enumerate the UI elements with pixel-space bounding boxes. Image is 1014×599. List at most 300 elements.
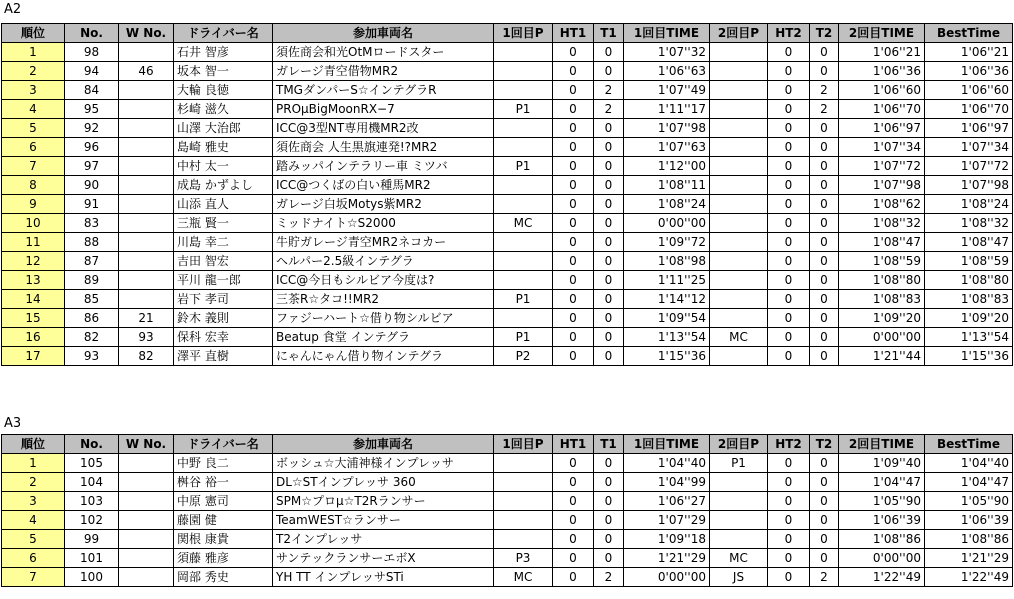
- second-time-cell: 1'08''32: [839, 214, 925, 233]
- ht1-cell: 0: [553, 454, 594, 473]
- first-penalty-cell: [494, 233, 553, 252]
- ht1-cell: 0: [553, 290, 594, 309]
- driver-name-cell: 須藤 雅彦: [174, 549, 273, 568]
- w-number-cell: [119, 492, 174, 511]
- rank-cell: 1: [2, 43, 65, 62]
- car-number-cell: 105: [65, 454, 119, 473]
- ht2-cell: 0: [768, 252, 810, 271]
- vehicle-name-cell: PROμBigMoonRX−7: [273, 100, 494, 119]
- driver-name-cell: 吉田 智宏: [174, 252, 273, 271]
- first-time-cell: 1'07''49: [624, 81, 710, 100]
- t1-cell: 0: [594, 214, 624, 233]
- w-number-cell: [119, 81, 174, 100]
- column-header-second-time: 2回目TIME: [839, 24, 925, 43]
- w-number-cell: [119, 473, 174, 492]
- t1-cell: 0: [594, 454, 624, 473]
- t2-cell: 0: [810, 271, 839, 290]
- section-title-a3: A3: [4, 416, 22, 431]
- table-row: [2, 549, 1013, 568]
- vehicle-name-cell: ICC@3型NT専用機MR2改: [273, 119, 494, 138]
- table-header-row: [2, 24, 1013, 43]
- ht2-cell: 0: [768, 214, 810, 233]
- t1-cell: 0: [594, 492, 624, 511]
- table-row: [2, 119, 1013, 138]
- column-header-best-time: BestTime: [925, 24, 1013, 43]
- ht1-cell: 0: [553, 568, 594, 587]
- first-penalty-cell: MC: [494, 214, 553, 233]
- t1-cell: 0: [594, 138, 624, 157]
- vehicle-name-cell: ファジーハート☆借り物シルビア: [273, 309, 494, 328]
- car-number-cell: 91: [65, 195, 119, 214]
- best-time-cell: 1'07''72: [925, 157, 1013, 176]
- w-number-cell: [119, 157, 174, 176]
- rank-cell: 7: [2, 157, 65, 176]
- ht1-cell: 0: [553, 511, 594, 530]
- best-time-cell: 1'08''32: [925, 214, 1013, 233]
- ht1-cell: 0: [553, 176, 594, 195]
- vehicle-name-cell: ICC@今日もシルビア今度は?: [273, 271, 494, 290]
- second-penalty-cell: [710, 100, 768, 119]
- table-row: [2, 252, 1013, 271]
- rank-cell: 3: [2, 492, 65, 511]
- w-number-cell: [119, 530, 174, 549]
- car-number-cell: 87: [65, 252, 119, 271]
- results-table-a2: [1, 23, 1013, 366]
- first-time-cell: 1'11''17: [624, 100, 710, 119]
- best-time-cell: 1'04''47: [925, 473, 1013, 492]
- best-time-cell: 1'08''80: [925, 271, 1013, 290]
- second-penalty-cell: [710, 138, 768, 157]
- rank-cell: 2: [2, 473, 65, 492]
- driver-name-cell: 岡部 秀史: [174, 568, 273, 587]
- car-number-cell: 100: [65, 568, 119, 587]
- second-penalty-cell: [710, 309, 768, 328]
- t1-cell: 0: [594, 549, 624, 568]
- first-time-cell: 1'07''32: [624, 43, 710, 62]
- vehicle-name-cell: ボッシュ☆大浦神様インプレッサ: [273, 454, 494, 473]
- vehicle-name-cell: YH TT インプレッサSTi: [273, 568, 494, 587]
- vehicle-name-cell: ICC@つくばの白い種馬MR2: [273, 176, 494, 195]
- rank-cell: 9: [2, 195, 65, 214]
- table-row: [2, 454, 1013, 473]
- first-time-cell: 1'13''54: [624, 328, 710, 347]
- section-title-a2: A2: [4, 2, 22, 17]
- second-penalty-cell: [710, 290, 768, 309]
- w-number-cell: 21: [119, 309, 174, 328]
- second-penalty-cell: [710, 195, 768, 214]
- ht2-cell: 0: [768, 43, 810, 62]
- first-time-cell: 1'08''11: [624, 176, 710, 195]
- table-row: [2, 309, 1013, 328]
- second-penalty-cell: [710, 271, 768, 290]
- first-time-cell: 1'04''99: [624, 473, 710, 492]
- best-time-cell: 1'08''86: [925, 530, 1013, 549]
- t1-cell: 0: [594, 43, 624, 62]
- ht2-cell: 0: [768, 328, 810, 347]
- rank-cell: 12: [2, 252, 65, 271]
- second-time-cell: 1'05''90: [839, 492, 925, 511]
- best-time-cell: 1'22''49: [925, 568, 1013, 587]
- t1-cell: 2: [594, 81, 624, 100]
- second-time-cell: 1'21''44: [839, 347, 925, 366]
- t1-cell: 0: [594, 347, 624, 366]
- column-header-w-number: W No.: [119, 24, 174, 43]
- driver-name-cell: 山添 直人: [174, 195, 273, 214]
- second-time-cell: 1'09''20: [839, 309, 925, 328]
- table-row: [2, 157, 1013, 176]
- t1-cell: 0: [594, 271, 624, 290]
- ht2-cell: 0: [768, 347, 810, 366]
- t2-cell: 0: [810, 549, 839, 568]
- t2-cell: 0: [810, 138, 839, 157]
- first-time-cell: 1'08''98: [624, 252, 710, 271]
- w-number-cell: [119, 252, 174, 271]
- first-penalty-cell: [494, 492, 553, 511]
- w-number-cell: [119, 138, 174, 157]
- first-time-cell: 1'14''12: [624, 290, 710, 309]
- second-penalty-cell: JS: [710, 568, 768, 587]
- second-time-cell: 1'07''98: [839, 176, 925, 195]
- first-penalty-cell: P1: [494, 100, 553, 119]
- first-time-cell: 1'21''29: [624, 549, 710, 568]
- t1-cell: 0: [594, 119, 624, 138]
- ht1-cell: 0: [553, 43, 594, 62]
- rank-cell: 3: [2, 81, 65, 100]
- first-penalty-cell: [494, 454, 553, 473]
- second-time-cell: 1'07''72: [839, 157, 925, 176]
- w-number-cell: [119, 100, 174, 119]
- best-time-cell: 1'08''24: [925, 195, 1013, 214]
- vehicle-name-cell: TMGダンパーS☆インテグラR: [273, 81, 494, 100]
- rank-cell: 15: [2, 309, 65, 328]
- best-time-cell: 1'06''70: [925, 100, 1013, 119]
- first-penalty-cell: [494, 43, 553, 62]
- t2-cell: 0: [810, 252, 839, 271]
- ht1-cell: 0: [553, 252, 594, 271]
- driver-name-cell: 中野 良二: [174, 454, 273, 473]
- column-header-driver-name: ドライバー名: [174, 435, 273, 454]
- second-penalty-cell: [710, 530, 768, 549]
- second-penalty-cell: [710, 81, 768, 100]
- vehicle-name-cell: ガレージ青空借物MR2: [273, 62, 494, 81]
- first-penalty-cell: [494, 81, 553, 100]
- rank-cell: 16: [2, 328, 65, 347]
- car-number-cell: 86: [65, 309, 119, 328]
- t2-cell: 0: [810, 473, 839, 492]
- column-header-first-penalty: 1回目P: [494, 435, 553, 454]
- w-number-cell: [119, 454, 174, 473]
- vehicle-name-cell: 須佐商会 人生黒旗連発!?MR2: [273, 138, 494, 157]
- car-number-cell: 85: [65, 290, 119, 309]
- first-penalty-cell: [494, 511, 553, 530]
- first-penalty-cell: [494, 119, 553, 138]
- t2-cell: 0: [810, 511, 839, 530]
- driver-name-cell: 平川 龍一郎: [174, 271, 273, 290]
- second-time-cell: 1'06''39: [839, 511, 925, 530]
- vehicle-name-cell: 踏みッパインテラリー車 ミツバ: [273, 157, 494, 176]
- t2-cell: 0: [810, 119, 839, 138]
- ht1-cell: 0: [553, 119, 594, 138]
- column-header-driver-name: ドライバー名: [174, 24, 273, 43]
- t1-cell: 0: [594, 195, 624, 214]
- second-time-cell: 1'22''49: [839, 568, 925, 587]
- column-header-w-number: W No.: [119, 435, 174, 454]
- column-header-ht1: HT1: [553, 24, 594, 43]
- best-time-cell: 1'08''47: [925, 233, 1013, 252]
- vehicle-name-cell: DL☆STインプレッサ 360: [273, 473, 494, 492]
- best-time-cell: 1'06''97: [925, 119, 1013, 138]
- second-time-cell: 1'06''36: [839, 62, 925, 81]
- second-time-cell: 1'08''83: [839, 290, 925, 309]
- driver-name-cell: 三瓶 賢一: [174, 214, 273, 233]
- ht1-cell: 0: [553, 347, 594, 366]
- first-penalty-cell: [494, 252, 553, 271]
- second-penalty-cell: [710, 492, 768, 511]
- car-number-cell: 104: [65, 473, 119, 492]
- car-number-cell: 96: [65, 138, 119, 157]
- ht1-cell: 0: [553, 309, 594, 328]
- car-number-cell: 94: [65, 62, 119, 81]
- second-time-cell: 1'08''86: [839, 530, 925, 549]
- table-row: [2, 347, 1013, 366]
- car-number-cell: 95: [65, 100, 119, 119]
- table-row: [2, 62, 1013, 81]
- first-time-cell: 1'11''25: [624, 271, 710, 290]
- t1-cell: 0: [594, 290, 624, 309]
- car-number-cell: 98: [65, 43, 119, 62]
- best-time-cell: 1'04''40: [925, 454, 1013, 473]
- driver-name-cell: 大輪 良徳: [174, 81, 273, 100]
- table-row: [2, 271, 1013, 290]
- first-penalty-cell: P1: [494, 328, 553, 347]
- ht1-cell: 0: [553, 214, 594, 233]
- driver-name-cell: 中原 憲司: [174, 492, 273, 511]
- ht2-cell: 0: [768, 492, 810, 511]
- best-time-cell: 1'09''20: [925, 309, 1013, 328]
- table-row: [2, 100, 1013, 119]
- rank-cell: 8: [2, 176, 65, 195]
- column-header-second-time: 2回目TIME: [839, 435, 925, 454]
- driver-name-cell: 島崎 雅史: [174, 138, 273, 157]
- ht2-cell: 0: [768, 549, 810, 568]
- t1-cell: 0: [594, 252, 624, 271]
- ht2-cell: 0: [768, 100, 810, 119]
- best-time-cell: 1'15''36: [925, 347, 1013, 366]
- rank-cell: 1: [2, 454, 65, 473]
- rank-cell: 6: [2, 138, 65, 157]
- car-number-cell: 88: [65, 233, 119, 252]
- column-header-first-time: 1回目TIME: [624, 435, 710, 454]
- t2-cell: 0: [810, 347, 839, 366]
- t2-cell: 0: [810, 309, 839, 328]
- first-penalty-cell: [494, 309, 553, 328]
- car-number-cell: 83: [65, 214, 119, 233]
- first-time-cell: 1'15''36: [624, 347, 710, 366]
- second-penalty-cell: MC: [710, 549, 768, 568]
- driver-name-cell: 成島 かずよし: [174, 176, 273, 195]
- w-number-cell: [119, 233, 174, 252]
- second-penalty-cell: [710, 473, 768, 492]
- ht2-cell: 0: [768, 62, 810, 81]
- t2-cell: 0: [810, 176, 839, 195]
- rank-cell: 4: [2, 100, 65, 119]
- driver-name-cell: 関根 康貴: [174, 530, 273, 549]
- ht1-cell: 0: [553, 549, 594, 568]
- car-number-cell: 92: [65, 119, 119, 138]
- t1-cell: 0: [594, 176, 624, 195]
- column-header-vehicle-name: 参加車両名: [273, 435, 494, 454]
- best-time-cell: 1'07''98: [925, 176, 1013, 195]
- best-time-cell: 1'13''54: [925, 328, 1013, 347]
- table-row: [2, 511, 1013, 530]
- second-penalty-cell: [710, 214, 768, 233]
- table-row: [2, 568, 1013, 587]
- first-penalty-cell: P2: [494, 347, 553, 366]
- table-row: [2, 195, 1013, 214]
- car-number-cell: 82: [65, 328, 119, 347]
- rank-cell: 7: [2, 568, 65, 587]
- ht1-cell: 0: [553, 81, 594, 100]
- column-header-first-penalty: 1回目P: [494, 24, 553, 43]
- t2-cell: 0: [810, 214, 839, 233]
- ht2-cell: 0: [768, 176, 810, 195]
- first-time-cell: 1'06''27: [624, 492, 710, 511]
- w-number-cell: [119, 43, 174, 62]
- vehicle-name-cell: にゃんにゃん借り物インテグラ: [273, 347, 494, 366]
- ht1-cell: 0: [553, 233, 594, 252]
- driver-name-cell: 杉崎 滋久: [174, 100, 273, 119]
- second-time-cell: 1'08''59: [839, 252, 925, 271]
- second-time-cell: 1'08''80: [839, 271, 925, 290]
- first-penalty-cell: P3: [494, 549, 553, 568]
- best-time-cell: 1'07''34: [925, 138, 1013, 157]
- ht2-cell: 0: [768, 233, 810, 252]
- t1-cell: 0: [594, 473, 624, 492]
- first-penalty-cell: MC: [494, 568, 553, 587]
- table-row: [2, 290, 1013, 309]
- column-header-t1: T1: [594, 24, 624, 43]
- table-row: [2, 530, 1013, 549]
- first-time-cell: 1'07''98: [624, 119, 710, 138]
- t2-cell: 0: [810, 43, 839, 62]
- driver-name-cell: 川島 幸二: [174, 233, 273, 252]
- vehicle-name-cell: SPM☆プロμ☆T2Rランサー: [273, 492, 494, 511]
- first-penalty-cell: [494, 138, 553, 157]
- t2-cell: 0: [810, 492, 839, 511]
- second-time-cell: 1'04''47: [839, 473, 925, 492]
- t1-cell: 2: [594, 568, 624, 587]
- second-time-cell: 1'07''34: [839, 138, 925, 157]
- column-header-car-number: No.: [65, 435, 119, 454]
- table-row: [2, 43, 1013, 62]
- rank-cell: 5: [2, 119, 65, 138]
- rank-cell: 6: [2, 549, 65, 568]
- vehicle-name-cell: T2インプレッサ: [273, 530, 494, 549]
- second-time-cell: 0'00''00: [839, 549, 925, 568]
- t1-cell: 2: [594, 100, 624, 119]
- w-number-cell: 46: [119, 62, 174, 81]
- ht1-cell: 0: [553, 271, 594, 290]
- second-time-cell: 1'06''21: [839, 43, 925, 62]
- t2-cell: 0: [810, 328, 839, 347]
- vehicle-name-cell: TeamWEST☆ランサー: [273, 511, 494, 530]
- second-penalty-cell: [710, 347, 768, 366]
- rank-cell: 11: [2, 233, 65, 252]
- w-number-cell: 93: [119, 328, 174, 347]
- driver-name-cell: 岩下 孝司: [174, 290, 273, 309]
- second-penalty-cell: [710, 511, 768, 530]
- column-header-t2: T2: [810, 435, 839, 454]
- ht2-cell: 0: [768, 138, 810, 157]
- second-time-cell: 1'06''97: [839, 119, 925, 138]
- t2-cell: 0: [810, 454, 839, 473]
- second-time-cell: 1'06''70: [839, 100, 925, 119]
- car-number-cell: 102: [65, 511, 119, 530]
- second-time-cell: 0'00''00: [839, 328, 925, 347]
- t1-cell: 0: [594, 309, 624, 328]
- vehicle-name-cell: ガレージ白坂Motys紫MR2: [273, 195, 494, 214]
- best-time-cell: 1'06''21: [925, 43, 1013, 62]
- column-header-ht2: HT2: [768, 435, 810, 454]
- ht1-cell: 0: [553, 138, 594, 157]
- column-header-best-time: BestTime: [925, 435, 1013, 454]
- t1-cell: 0: [594, 233, 624, 252]
- second-penalty-cell: [710, 62, 768, 81]
- car-number-cell: 97: [65, 157, 119, 176]
- first-penalty-cell: [494, 530, 553, 549]
- t2-cell: 0: [810, 530, 839, 549]
- driver-name-cell: 保科 宏幸: [174, 328, 273, 347]
- t2-cell: 0: [810, 195, 839, 214]
- vehicle-name-cell: Beatup 食堂 インテグラ: [273, 328, 494, 347]
- w-number-cell: 82: [119, 347, 174, 366]
- column-header-t1: T1: [594, 435, 624, 454]
- second-penalty-cell: [710, 119, 768, 138]
- t2-cell: 2: [810, 568, 839, 587]
- ht1-cell: 0: [553, 328, 594, 347]
- ht1-cell: 0: [553, 100, 594, 119]
- second-time-cell: 1'08''47: [839, 233, 925, 252]
- second-penalty-cell: [710, 157, 768, 176]
- vehicle-name-cell: 須佐商会和光OtMロードスター: [273, 43, 494, 62]
- t1-cell: 0: [594, 62, 624, 81]
- second-penalty-cell: [710, 252, 768, 271]
- ht2-cell: 0: [768, 568, 810, 587]
- column-header-rank: 順位: [2, 24, 65, 43]
- ht2-cell: 0: [768, 119, 810, 138]
- rank-cell: 5: [2, 530, 65, 549]
- first-time-cell: 1'08''24: [624, 195, 710, 214]
- rank-cell: 14: [2, 290, 65, 309]
- rank-cell: 4: [2, 511, 65, 530]
- column-header-ht2: HT2: [768, 24, 810, 43]
- column-header-first-time: 1回目TIME: [624, 24, 710, 43]
- table-row: [2, 328, 1013, 347]
- best-time-cell: 1'08''83: [925, 290, 1013, 309]
- w-number-cell: [119, 568, 174, 587]
- ht2-cell: 0: [768, 290, 810, 309]
- t1-cell: 0: [594, 511, 624, 530]
- second-penalty-cell: MC: [710, 328, 768, 347]
- first-time-cell: 1'09''72: [624, 233, 710, 252]
- driver-name-cell: 中村 太一: [174, 157, 273, 176]
- w-number-cell: [119, 195, 174, 214]
- first-time-cell: 1'12''00: [624, 157, 710, 176]
- ht1-cell: 0: [553, 62, 594, 81]
- driver-name-cell: 石井 智彦: [174, 43, 273, 62]
- second-time-cell: 1'06''60: [839, 81, 925, 100]
- table-row: [2, 138, 1013, 157]
